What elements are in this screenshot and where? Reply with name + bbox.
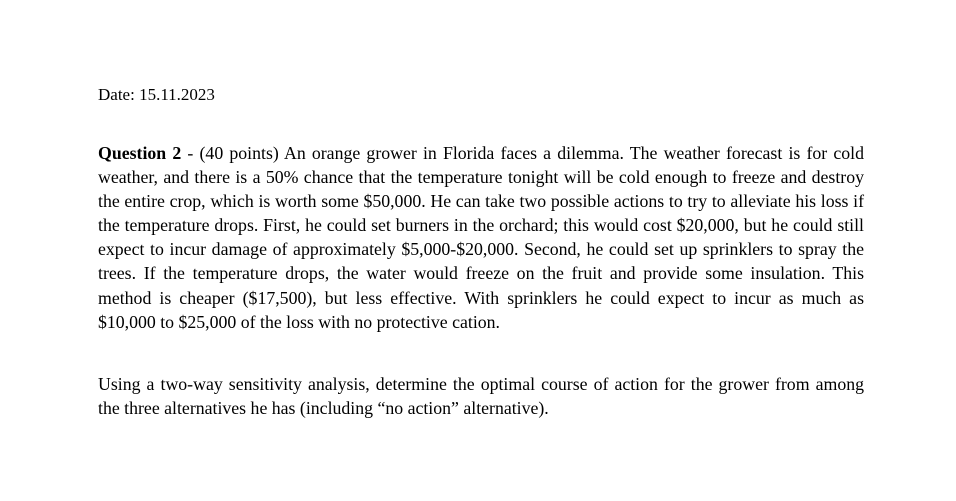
instruction-paragraph: Using a two-way sensitivity analysis, determine the optimal course of action for the grower from among the three alternatives he has (including “no action” alternative). [98, 374, 864, 419]
date-line: Date: 15.11.2023 [98, 85, 215, 104]
question-body: (40 points) An orange grower in Florida faces a dilemma. The weather forecast is for cold weather, and there is a 50% chance that the temperature tonight will be cold enough to freeze and destroy the entire crop, which is worth some $50,000. He can take two possible actions to try to alleviate his loss if the temperature drops. First, he could set burners in the orchard; this would cost $20,000, but he could still expect to incur damage of approximately $5,000-$20,000. Second, he could set up sprinklers to spray the trees. If the temperature drops, the water would freeze on the fruit and provide some insulation. This method is cheaper ($17,500), but less effective. With sprinklers he could expect to incur as much as $10,000 to $25,000 of the loss with no protective cation. [98, 143, 864, 332]
question-label: Question 2 [98, 143, 182, 163]
question-paragraph [98, 141, 864, 334]
question-separator: - [181, 143, 200, 163]
